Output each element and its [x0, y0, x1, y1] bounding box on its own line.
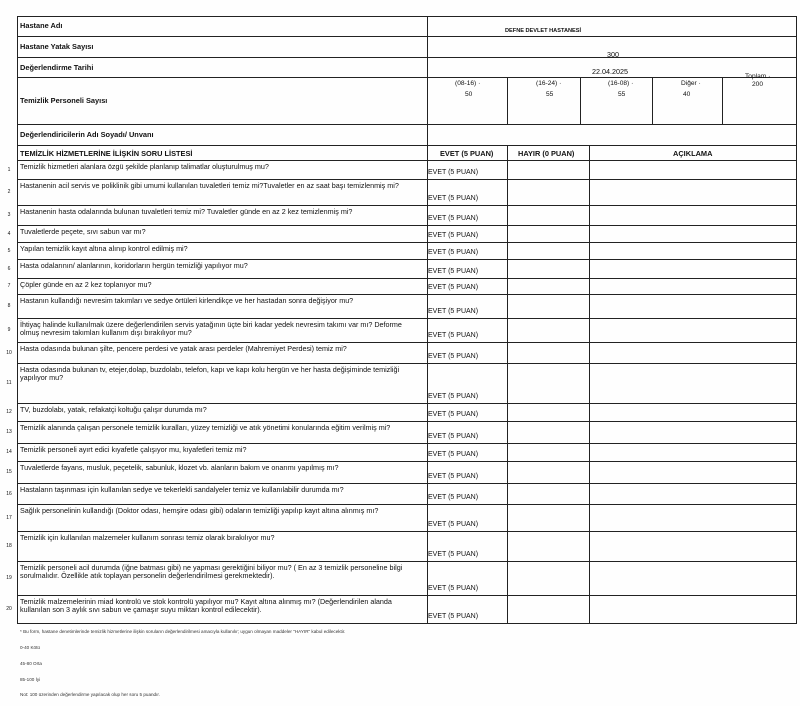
hline	[17, 16, 797, 17]
bed-count-label: Hastane Yatak Sayısı	[20, 42, 94, 51]
row-divider	[17, 595, 797, 596]
row-number: 5	[7, 247, 11, 254]
answer-yes[interactable]: EVET (5 PUAN)	[428, 451, 479, 458]
answer-yes[interactable]: EVET (5 PUAN)	[428, 284, 479, 291]
question-text: Temizlik alanında çalışan personele temizlik kuralları, yüzey temizliği ve atık yönetimi konularında eğitim verilmiş mi?	[20, 423, 391, 432]
row-number: 4	[7, 230, 11, 237]
row-divider	[17, 443, 797, 444]
row-divider	[17, 483, 797, 484]
shift-4-label: Diğer ·	[681, 80, 701, 87]
question-text: Tuvaletlerde peçete, sıvı sabun var mı?	[20, 227, 146, 236]
row-number: 18	[6, 543, 12, 549]
question-text: Temizlik malzemelerinin miad kontrolü ve stok kontrolü yapılıyor mu? Kayıt altına alınmış mı? (Değerlendirilen alanda kullanılan son 3 aylık sıvı sabun ve çamaşır suyu miktarı kontrol edilecektir).	[20, 597, 392, 614]
answer-yes[interactable]: EVET (5 PUAN)	[428, 411, 479, 418]
shift-1-value: 50	[465, 91, 473, 98]
question-text: Çöpler günde en az 2 kez toplanıyor mu?	[20, 280, 152, 289]
footer-scoring-note: Not: 100 üzerinden değerlendirme yapılacak olup her soru 5 puandır.	[20, 692, 160, 697]
answer-yes[interactable]: EVET (5 PUAN)	[428, 473, 479, 480]
answer-yes[interactable]: EVET (5 PUAN)	[428, 249, 479, 256]
shift-2-label: (16-24) ·	[536, 80, 562, 87]
row-number: 3	[7, 212, 11, 218]
shift-total-value: 200	[752, 81, 764, 88]
hline	[17, 160, 797, 161]
row-divider	[17, 242, 797, 243]
evaluation-date-label: Değerlendirme Tarihi	[20, 63, 94, 72]
row-divider	[17, 318, 797, 319]
answer-yes[interactable]: EVET (5 PUAN)	[428, 332, 479, 339]
question-text: Sağlık personelinin kullandığı (Doktor odası, hemşire odası gibi) odaların temizliği yapılıp kayıt altına alınmış mı?	[20, 506, 379, 515]
col-header-desc: AÇIKLAMA	[673, 149, 713, 158]
divider-shift-1	[507, 77, 508, 124]
shift-3-label: (16-08) ·	[608, 80, 634, 87]
question-text: Hastanın kullandığı nevresim takımları ve sedye örtüleri kirlendikçe ve her hastadan sonra değişiyor mu?	[20, 296, 354, 305]
row-divider	[17, 461, 797, 462]
shift-total-label: Toplam ·	[745, 73, 771, 80]
answer-yes[interactable]: EVET (5 PUAN)	[428, 433, 479, 440]
col-header-yes: EVET (5 PUAN)	[440, 149, 494, 158]
row-number: 17	[6, 514, 12, 521]
row-divider	[17, 623, 797, 624]
row-divider	[17, 363, 797, 364]
shift-4-value: 40	[683, 91, 691, 98]
row-number: 7	[7, 283, 11, 289]
hline	[17, 77, 797, 78]
row-divider	[17, 179, 797, 180]
question-text: Temizlik hizmetleri alanlara özgü şekilde planlanıp talimatlar oluşturulmuş mu?	[20, 162, 269, 171]
answer-yes[interactable]: EVET (5 PUAN)	[428, 232, 479, 239]
divider-shift-3	[652, 77, 653, 124]
row-number: 10	[6, 349, 12, 356]
row-number: 6	[7, 265, 11, 272]
row-number: 1	[7, 166, 11, 173]
answer-yes[interactable]: EVET (5 PUAN)	[428, 613, 479, 620]
question-text: Temizlik personeli ayırt edici kıyafetle çalışıyor mu, kıyafetleri temiz mi?	[20, 445, 247, 454]
answer-yes[interactable]: EVET (5 PUAN)	[428, 521, 479, 528]
row-number: 14	[6, 449, 12, 455]
question-text: Hastanenin hasta odalarında bulunan tuvaletleri temiz mi? Tuvaletler günde en az 2 kez temizlenmiş mi?	[20, 207, 353, 216]
divider-shift-4	[722, 77, 723, 124]
row-number: 19	[6, 575, 12, 581]
question-text: İhtiyaç halinde kullanılmak üzere değerlendirilen servis yatağının üçte biri kadar yedek nevresim takımı var mı? Deforme olmuş nevresim takımları kullanım dışı bırakılıyor mu?	[20, 320, 402, 337]
row-number: 8	[7, 303, 11, 309]
hline	[17, 57, 797, 58]
divider-no-desc	[589, 145, 590, 623]
table-title: TEMİZLİK HİZMETLERİNE İLİŞKİN SORU LİSTESİ	[20, 149, 193, 158]
footer-note: * Bu form, hastane denetimlerinde temizlik hizmetlerine ilişkin soruların değerlendirilmesi amacıyla kullanılır; uygun olmayan maddeler "HAYIR" kabul edilecektir.	[20, 629, 346, 634]
row-number: 16	[6, 490, 12, 497]
row-divider	[17, 278, 797, 279]
row-number: 9	[7, 327, 11, 333]
answer-yes[interactable]: EVET (5 PUAN)	[428, 585, 479, 592]
row-number: 12	[6, 409, 12, 415]
hospital-name-label: Hastane Adı	[20, 21, 63, 30]
divider-yes-no	[507, 145, 508, 623]
hline	[17, 145, 797, 146]
col-header-no: HAYIR (0 PUAN)	[518, 149, 575, 158]
shift-3-value: 55	[618, 91, 626, 98]
shift-1-label: (08-16) ·	[455, 80, 481, 87]
row-number: 11	[6, 380, 12, 386]
hline	[17, 124, 797, 125]
row-divider	[17, 225, 797, 226]
question-text: Hastanenin acil servis ve poliklinik gibi umumi kullanılan tuvaletleri temiz mi?Tuvaletler en az saat başı temizlenmiş mi?	[20, 181, 399, 190]
answer-yes[interactable]: EVET (5 PUAN)	[428, 215, 479, 222]
row-number: 20	[6, 606, 12, 612]
divider-shift-2	[580, 77, 581, 124]
question-text: Hastaların taşınması için kullanılan sedye ve tekerlekli sandalyeler temiz ve kullanılabilir durumda mı?	[20, 485, 344, 494]
score-good: 85-100 İyi	[20, 677, 41, 682]
answer-yes[interactable]: EVET (5 PUAN)	[428, 268, 479, 275]
row-number: 2	[7, 189, 11, 195]
question-text: Hasta odasında bulunan şilte, pencere perdesi ve yatak arası perdeler (Mahremiyet Perdesi) temiz mi?	[20, 344, 347, 353]
row-divider	[17, 403, 797, 404]
row-divider	[17, 294, 797, 295]
row-divider	[17, 504, 797, 505]
question-text: Hasta odalarının/ alanlarının, koridorların hergün temizliği yapılıyor mu?	[20, 261, 248, 270]
bed-count-value: 300	[607, 50, 619, 59]
answer-yes[interactable]: EVET (5 PUAN)	[428, 308, 479, 315]
question-text: Tuvaletlerde fayans, musluk, peçetelik, sabunluk, klozet vb. alanların bakım ve onarımı yapılmış mı?	[20, 463, 339, 472]
question-text: TV, buzdolabı, yatak, refakatçi koltuğu çalışır durumda mı?	[20, 405, 207, 414]
shift-2-value: 55	[546, 91, 554, 98]
answer-yes[interactable]: EVET (5 PUAN)	[428, 195, 479, 202]
answer-yes[interactable]: EVET (5 PUAN)	[428, 393, 479, 400]
answer-yes[interactable]: EVET (5 PUAN)	[428, 494, 479, 501]
question-text: Temizlik personeli acil durumda (iğne batması gibi) ne yapması gerektiğini biliyor mu? ( En az 3 temizlik personeline bilgi sorulmalıdır. Özellikle atık toplayan personelin değerlendirilmesi gerekmektedir).	[20, 563, 403, 580]
score-bad: 0-40 Kötü	[20, 645, 40, 650]
question-text: Hasta odasında bulunan tv, etejer,dolap, buzdolabı, telefon, kapı ve kapı kolu hergün ve her hasta değişiminde temizliği yapılıyor mu?	[20, 365, 400, 382]
row-divider	[17, 531, 797, 532]
row-divider	[17, 205, 797, 206]
row-divider	[17, 421, 797, 422]
row-number: 13	[6, 429, 12, 435]
score-medium: 45-80 Orta	[20, 661, 42, 666]
question-text: Yapılan temizlik kayıt altına alınıp kontrol edilmiş mi?	[20, 244, 188, 253]
evaluator-label: Değerlendiricilerin Adı Soyadı/ Unvanı	[20, 130, 154, 139]
row-divider	[17, 259, 797, 260]
staff-count-label: Temizlik Personeli Sayısı	[20, 96, 108, 105]
row-number: 15	[6, 469, 12, 475]
answer-yes[interactable]: EVET (5 PUAN)	[428, 353, 479, 360]
hospital-name-value: DEFNE DEVLET HASTANESİ	[505, 28, 582, 34]
hline	[17, 36, 797, 37]
answer-yes[interactable]: EVET (5 PUAN)	[428, 169, 479, 176]
answer-yes[interactable]: EVET (5 PUAN)	[428, 551, 479, 558]
row-divider	[17, 561, 797, 562]
question-text: Temizlik için kullanılan malzemeler kullanım sonrası temiz olarak bırakılıyor mu?	[20, 533, 275, 542]
evaluation-date-value: 22.04.2025	[592, 67, 628, 76]
row-divider	[17, 342, 797, 343]
